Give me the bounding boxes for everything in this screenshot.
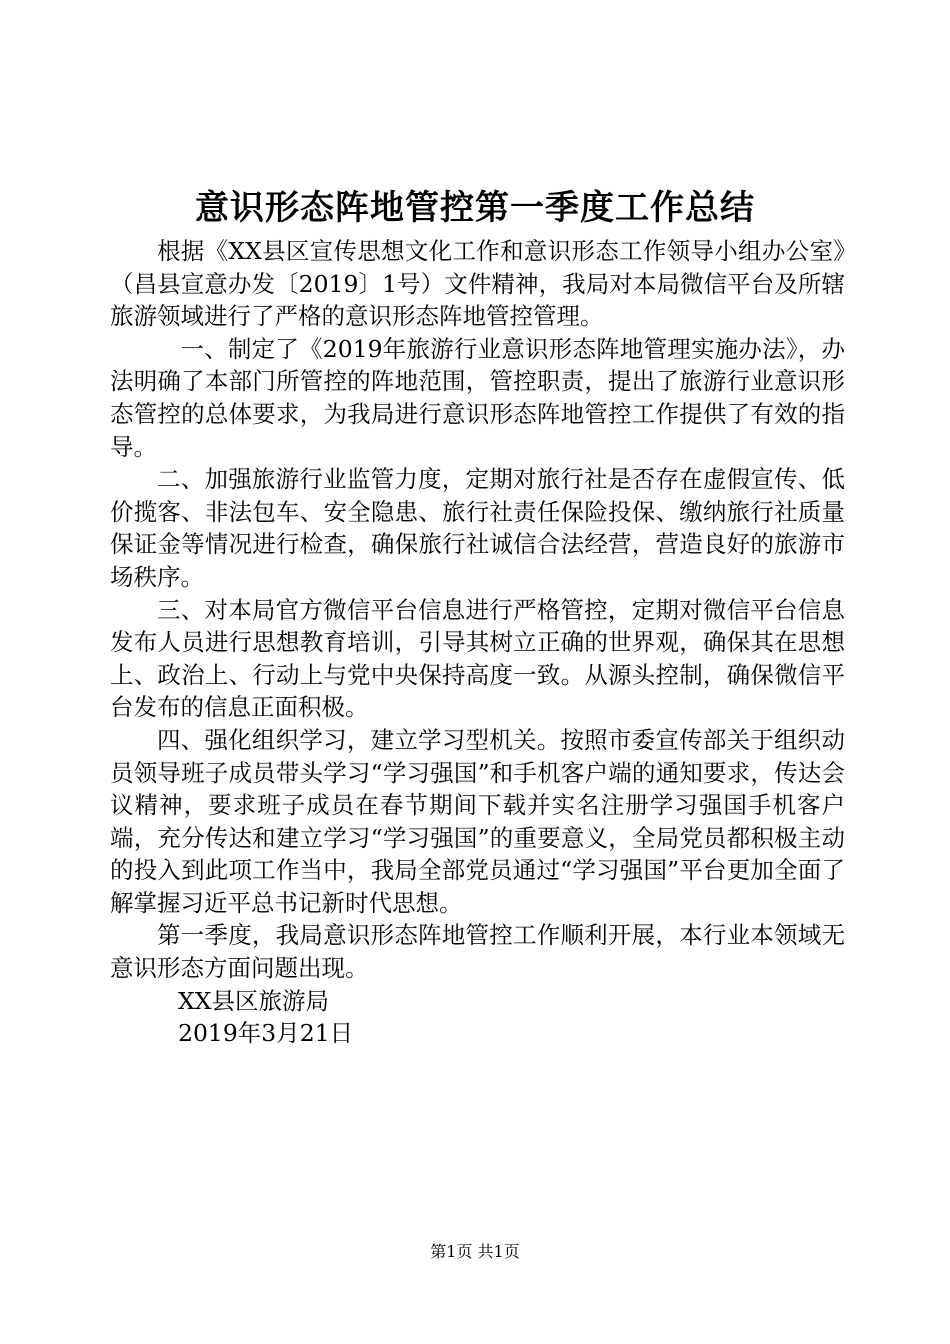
paragraph-intro: 根据《XX县区宣传思想文化工作和意识形态工作领导小组办公室》（昌县宣意办发〔2019〕1号）文件精神，我局对本局微信平台及所辖旅游领域进行了严格的意识形态阵地管控管理。 [110, 237, 845, 331]
document-body [110, 235, 845, 1050]
paragraph-item-4: 四、强化组织学习，建立学习型机关。按照市委宣传部关于组织动员领导班子成员带头学习“学习强国”和手机客户端的通知要求，传达会议精神，要求班子成员在春节期间下载并实名注册学习强国手机客户端，充分传达和建立学习“学习强国”的重要意义，全局党员都积极主动的投入到此项工作当中，我局全部党员通过“学习强国”平台更加全面了解掌握习近平总书记新时代思想。 [110, 725, 845, 917]
page-footer: 第1页 共1页 [430, 1242, 520, 1261]
paragraph-item-2: 二、加强旅游行业监管力度，定期对旅行社是否存在虚假宣传、低价揽客、非法包车、安全隐患、旅行社责任保险投保、缴纳旅行社质量保证金等情况进行检查，确保旅行社诚信合法经营，营造良好的旅游市场秩序。 [110, 465, 845, 591]
signature-date: 2019年3月21日 [178, 1019, 354, 1048]
paragraph-item-3: 三、对本局官方微信平台信息进行严格管控，定期对微信平台信息发布人员进行思想教育培训，引导其树立正确的世界观，确保其在思想上、政治上、行动上与党中央保持高度一致。从源头控制，确保微信平台发布的信息正面积极。 [110, 595, 845, 722]
paragraph-item-1: 一、制定了《2019年旅游行业意识形态阵地管理实施办法》，办法明确了本部门所管控的阵地范围，管控职责，提出了旅游行业意识形态管控的总体要求，为我局进行意识形态阵地管控工作提供了有效的指导。 [110, 334, 845, 461]
signature-organization: XX县区旅游局 [178, 986, 329, 1015]
paragraph-conclusion: 第一季度，我局意识形态阵地管控工作顺利开展，本行业本领域无意识形态方面问题出现。 [110, 921, 845, 983]
document-title: 意识形态阵地管控第一季度工作总结 [195, 188, 755, 228]
